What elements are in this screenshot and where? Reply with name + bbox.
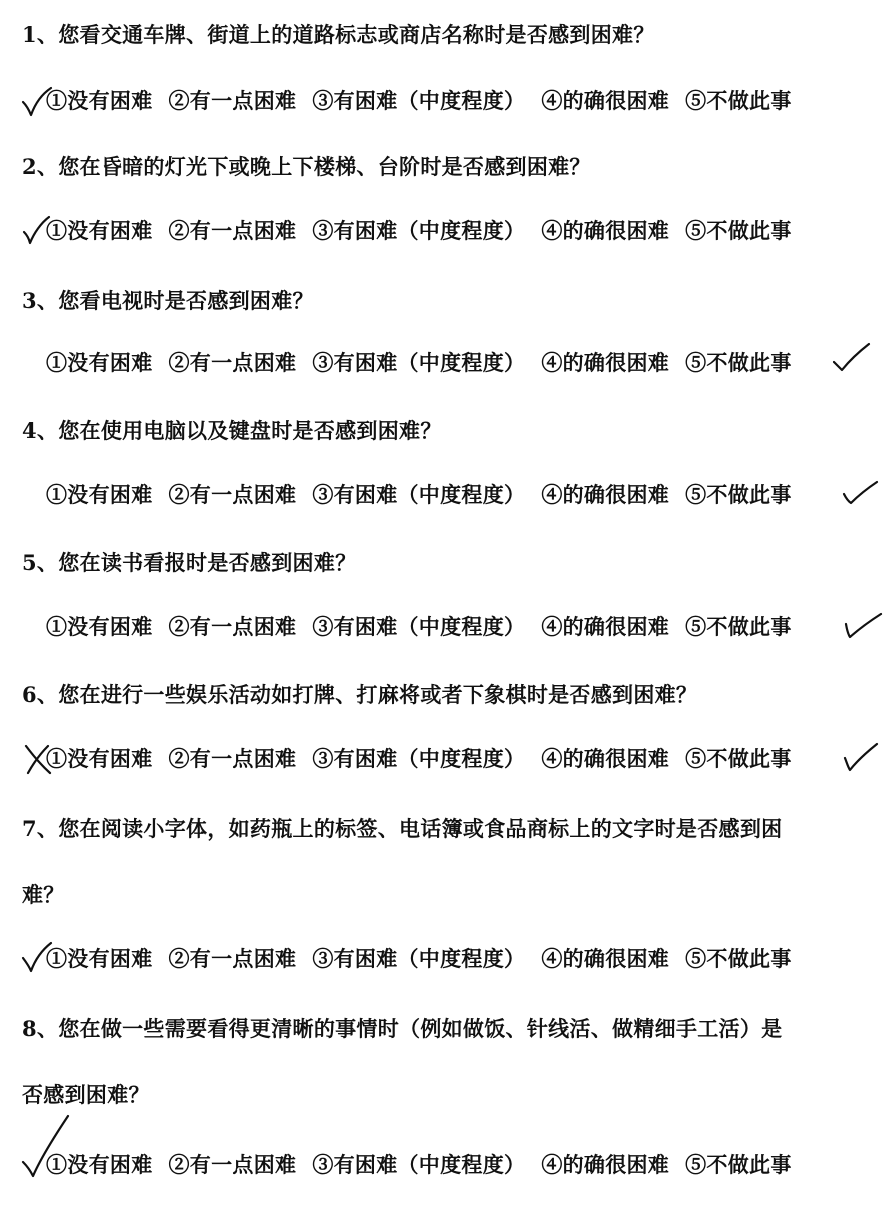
question-number: 3、	[22, 288, 59, 313]
option-1[interactable]: ①没有困难	[46, 350, 153, 375]
question-text: 否感到困难？	[22, 1082, 150, 1107]
option-4[interactable]: ④的确很困难	[541, 350, 670, 375]
question-3	[22, 286, 314, 316]
option-3[interactable]: ③有困难（中度程度）	[312, 482, 526, 507]
options-row-2	[46, 216, 792, 246]
option-4[interactable]: ④的确很困难	[541, 1152, 670, 1177]
question-number: 5、	[22, 550, 59, 575]
option-2[interactable]: ②有一点困难	[168, 482, 297, 507]
question-4	[22, 416, 442, 446]
question-7	[22, 814, 782, 844]
option-1[interactable]: ①没有困难	[46, 1152, 153, 1177]
option-4[interactable]: ④的确很困难	[541, 946, 670, 971]
question-number: 6、	[22, 682, 59, 707]
option-2[interactable]: ②有一点困难	[168, 946, 297, 971]
option-2[interactable]: ②有一点困难	[168, 218, 297, 243]
option-2[interactable]: ②有一点困难	[168, 88, 297, 113]
option-3[interactable]: ③有困难（中度程度）	[312, 218, 526, 243]
option-3[interactable]: ③有困难（中度程度）	[312, 614, 526, 639]
checkmark-icon	[830, 340, 872, 374]
options-row-6	[46, 744, 792, 774]
question-text: 您在阅读小字体，如药瓶上的标签、电话簿或食品商标上的文字时是否感到困	[58, 816, 783, 841]
option-1[interactable]: ①没有困难	[46, 946, 153, 971]
question-text: 您在读书看报时是否感到困难？	[58, 550, 357, 575]
option-5[interactable]: ⑤不做此事	[685, 482, 792, 507]
question-text: 您看交通车牌、街道上的道路标志或商店名称时是否感到困难？	[58, 22, 655, 47]
option-2[interactable]: ②有一点困难	[168, 350, 297, 375]
checkmark-icon	[840, 610, 884, 642]
option-1[interactable]: ①没有困难	[46, 746, 153, 771]
option-5[interactable]: ⑤不做此事	[685, 1152, 792, 1177]
question-number: 8、	[22, 1016, 59, 1041]
option-4[interactable]: ④的确很困难	[541, 614, 670, 639]
option-3[interactable]: ③有困难（中度程度）	[312, 746, 526, 771]
options-row-8	[46, 1150, 792, 1180]
question-text: 您在使用电脑以及键盘时是否感到困难？	[58, 418, 442, 443]
options-row-1	[46, 86, 792, 116]
options-row-3	[46, 348, 792, 378]
question-text: 难？	[22, 882, 65, 907]
option-1[interactable]: ①没有困难	[46, 88, 153, 113]
question-text: 您在进行一些娱乐活动如打牌、打麻将或者下象棋时是否感到困难？	[58, 682, 698, 707]
question-number: 4、	[22, 418, 59, 443]
option-4[interactable]: ④的确很困难	[541, 746, 670, 771]
option-2[interactable]: ②有一点困难	[168, 1152, 297, 1177]
option-5[interactable]: ⑤不做此事	[685, 88, 792, 113]
question-5	[22, 548, 356, 578]
option-2[interactable]: ②有一点困难	[168, 614, 297, 639]
option-1[interactable]: ①没有困难	[46, 482, 153, 507]
option-4[interactable]: ④的确很困难	[541, 88, 670, 113]
options-row-7	[46, 944, 792, 974]
option-3[interactable]: ③有困难（中度程度）	[312, 946, 526, 971]
question-text: 您在昏暗的灯光下或晚上下楼梯、台阶时是否感到困难？	[58, 154, 591, 179]
option-2[interactable]: ②有一点困难	[168, 746, 297, 771]
option-1[interactable]: ①没有困难	[46, 218, 153, 243]
question-7-continued	[22, 880, 65, 910]
option-5[interactable]: ⑤不做此事	[685, 946, 792, 971]
options-row-4	[46, 480, 792, 510]
checkmark-icon	[840, 478, 880, 508]
question-text: 您看电视时是否感到困难？	[58, 288, 314, 313]
question-number: 7、	[22, 816, 59, 841]
option-3[interactable]: ③有困难（中度程度）	[312, 1152, 526, 1177]
option-1[interactable]: ①没有困难	[46, 614, 153, 639]
question-1	[22, 20, 655, 50]
question-2	[22, 152, 591, 182]
option-5[interactable]: ⑤不做此事	[685, 218, 792, 243]
question-number: 1、	[22, 22, 59, 47]
question-number: 2、	[22, 154, 59, 179]
option-4[interactable]: ④的确很困难	[541, 218, 670, 243]
option-5[interactable]: ⑤不做此事	[685, 614, 792, 639]
option-5[interactable]: ⑤不做此事	[685, 746, 792, 771]
option-3[interactable]: ③有困难（中度程度）	[312, 350, 526, 375]
question-8	[22, 1014, 782, 1044]
checkmark-icon	[840, 740, 880, 774]
option-4[interactable]: ④的确很困难	[541, 482, 670, 507]
option-5[interactable]: ⑤不做此事	[685, 350, 792, 375]
question-8-continued	[22, 1080, 150, 1110]
question-6	[22, 680, 697, 710]
question-text: 您在做一些需要看得更清晰的事情时（例如做饭、针线活、做精细手工活）是	[58, 1016, 783, 1041]
options-row-5	[46, 612, 792, 642]
option-3[interactable]: ③有困难（中度程度）	[312, 88, 526, 113]
